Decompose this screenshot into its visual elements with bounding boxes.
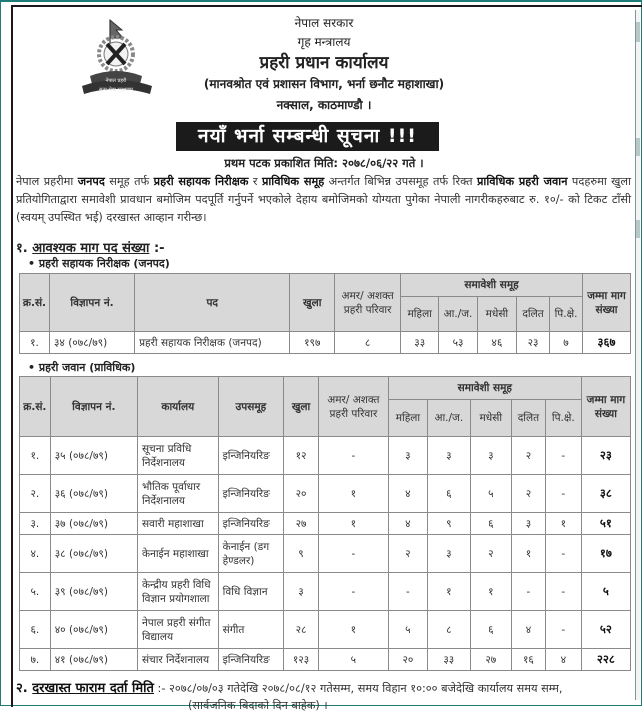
cell-open: २७	[284, 513, 319, 535]
cell-madhesi: ६	[470, 611, 511, 649]
cell-sn: २.	[20, 475, 51, 513]
cell-backward: -	[545, 535, 581, 573]
registration-date-text: :- २०७८/०७/०३ गतेदेखि २०७८/०८/१२ गतेसम्म, समय विहान १०:०० बजेदेखि कार्यालय समय सम्म,	[153, 682, 563, 695]
table2-subtitle: • प्रहरी जवान (प्राविधिक)	[28, 361, 136, 374]
col-header-backward: पि.क्षे.	[550, 297, 583, 332]
cell-adno: ३९ (०७८/७९)	[50, 573, 137, 611]
col-header-adno: विज्ञापन नं.	[49, 274, 134, 332]
cell-martyr: १	[318, 611, 388, 649]
table-row	[20, 573, 631, 611]
govt-name: नेपाल सरकार	[294, 16, 354, 30]
cell-dalit: १६	[512, 649, 546, 671]
cell-dalit: २	[512, 475, 546, 513]
section-title: आवश्यक माग पद संख्या	[32, 241, 150, 256]
cell-martyr: -	[318, 437, 388, 475]
intro-text: समूह तर्फ	[104, 175, 154, 188]
cell-women: ५	[388, 611, 427, 649]
col-header-total: जम्मा माग संख्या	[583, 274, 631, 332]
cell-subgroup: संगीत	[218, 611, 283, 649]
cell-women: ३	[388, 437, 427, 475]
col-header-martyr: अमर/ अशक्त प्रहरी परिवार	[318, 377, 388, 437]
cell-martyr: १	[318, 513, 388, 535]
table1-subtitle: • प्रहरी सहायक निरीक्षक (जनपद)	[28, 257, 170, 270]
cell-backward: ४	[545, 649, 581, 671]
cell-post: प्रहरी सहायक निरीक्षक (जनपद)	[135, 332, 290, 354]
cell-total: २२८	[581, 649, 630, 671]
cell-backward: -	[545, 573, 581, 611]
cell-office: संचार निर्देशनालय	[137, 649, 218, 671]
col-header-backward: पि.क्षे.	[545, 400, 581, 437]
table-row	[20, 611, 631, 649]
col-header-dalit: दलित	[512, 400, 546, 437]
cell-madhesi: ६	[470, 513, 511, 535]
svg-text:नेपाल प्रहरी: नेपाल प्रहरी	[105, 78, 127, 84]
scrollbar[interactable]	[635, 10, 640, 700]
cell-open: १९७	[290, 332, 335, 354]
cell-subgroup: इन्जिनियरिङ	[218, 513, 283, 535]
intro-bold: प्राविधिक समूह	[261, 175, 325, 188]
cell-subgroup: केनाईन (डग हेण्डलर)	[218, 535, 283, 573]
cell-women: ४	[388, 475, 427, 513]
cell-office: सूचना प्रविधि निर्देशनालय	[137, 437, 218, 475]
col-header-total: जम्मा माग संख्या	[581, 377, 630, 437]
col-header-open: खुला	[290, 274, 335, 332]
cell-adno: ४० (०७८/७९)	[50, 611, 137, 649]
table-row	[20, 332, 631, 354]
cell-sn: ५.	[20, 573, 51, 611]
cell-martyr: -	[318, 535, 388, 573]
cell-adno: ३७ (०७८/७९)	[50, 513, 137, 535]
cell-open: २०	[284, 475, 319, 513]
cell-backward: १	[545, 513, 581, 535]
notice-banner: नयाँ भर्ना सम्बन्धी सूचना !!!	[176, 122, 439, 151]
cell-total: ३६७	[583, 332, 631, 354]
cell-madhesi: २	[470, 535, 511, 573]
cell-open: २८	[284, 611, 319, 649]
table-row	[20, 513, 631, 535]
cell-backward: -	[545, 437, 581, 475]
intro-bold: जनपद	[77, 175, 105, 188]
col-header-madhesi: मधेसी	[477, 297, 516, 332]
section-title: दरखास्त फाराम दर्ता मिति	[32, 681, 154, 696]
cell-janajati: ९	[428, 513, 471, 535]
section-number: १.	[16, 241, 28, 256]
table-asi-janapad	[19, 273, 631, 354]
cell-janajati: १	[428, 573, 471, 611]
cell-martyr: -	[318, 573, 388, 611]
intro-text: नेपाल प्रहरीमा	[16, 175, 78, 188]
table-row	[20, 535, 631, 573]
cell-sn: १.	[20, 332, 50, 354]
cell-sn: १.	[20, 437, 51, 475]
cell-dalit: ३	[512, 513, 546, 535]
col-header-dalit: दलित	[517, 297, 550, 332]
col-header-inclusive: समावेशी समूह	[401, 274, 583, 297]
scroll-tab[interactable]	[636, 138, 640, 156]
cell-subgroup: इन्जिनियरिङ	[218, 475, 283, 513]
cell-adno: ३५ (०७८/७९)	[50, 437, 137, 475]
cell-dalit: -	[512, 573, 546, 611]
cell-madhesi: ४६	[477, 332, 516, 354]
cell-sn: ७.	[20, 649, 51, 671]
section-number: २.	[16, 681, 28, 696]
intro-paragraph	[16, 173, 631, 227]
intro-bold: प्रहरी सहायक निरीक्षक	[153, 175, 249, 188]
cell-janajati: ३	[428, 535, 471, 573]
cell-total: २३	[581, 437, 630, 475]
publish-date: प्रथम पटक प्रकाशित मिति: २०७८/०६/२२ गते ।	[224, 156, 424, 170]
col-header-open: खुला	[284, 377, 319, 437]
cell-open: ३	[284, 573, 319, 611]
cell-martyr: ८	[335, 332, 401, 354]
col-header-subgroup: उपसमूह	[218, 377, 283, 437]
cell-madhesi: ३	[470, 437, 511, 475]
cell-adno: ३६ (०७८/७९)	[50, 475, 137, 513]
cell-women: ३३	[401, 332, 439, 354]
cell-total: ५१	[581, 513, 630, 535]
table-row	[20, 475, 631, 513]
cell-open: ९	[284, 535, 319, 573]
cell-office: केनाईन महाशाखा	[137, 535, 218, 573]
section-suffix: :-	[149, 241, 165, 256]
cell-adno: ४१ (०७८/७९)	[50, 649, 137, 671]
col-header-office: कार्यालय	[137, 377, 218, 437]
cell-martyr: १	[318, 475, 388, 513]
cell-office: केन्द्रीय प्रहरी विधि विज्ञान प्रयोगशाला	[137, 573, 218, 611]
col-header-inclusive: समावेशी समूह	[388, 377, 581, 400]
cell-sn: ४.	[20, 535, 51, 573]
svg-text:सत्य सेवा सुरक्षणम्: सत्य सेवा सुरक्षणम्	[99, 87, 133, 93]
scroll-tab[interactable]	[636, 220, 640, 238]
cell-subgroup: इन्जिनियरिङ	[218, 437, 283, 475]
cell-office: सवारी महाशाखा	[137, 513, 218, 535]
cell-dalit: २३	[517, 332, 550, 354]
cell-open: १२	[284, 437, 319, 475]
intro-bold: प्राविधिक प्रहरी जवान	[477, 175, 568, 188]
cell-dalit: १	[512, 535, 546, 573]
cell-backward: -	[545, 475, 581, 513]
cell-office: नेपाल प्रहरी संगीत विद्यालय	[137, 611, 218, 649]
col-header-post: पद	[135, 274, 290, 332]
cell-dalit: ४	[512, 611, 546, 649]
table-technical-constable	[19, 376, 631, 671]
cell-office: भौतिक पूर्वाधार निर्देशनालय	[137, 475, 218, 513]
office-address: नक्साल, काठमाण्डौ ।	[276, 98, 372, 112]
cell-janajati: ३३	[428, 649, 471, 671]
cell-madhesi: १	[470, 573, 511, 611]
table-row	[20, 649, 631, 671]
cell-janajati: ८	[428, 611, 471, 649]
cell-total: ५	[581, 573, 630, 611]
table-row	[20, 437, 631, 475]
intro-text: अन्तर्गत बिभिन्न उपसमूह तर्फ रिक्त	[324, 175, 477, 188]
section-1-heading	[16, 238, 165, 256]
col-header-women: महिला	[401, 297, 439, 332]
section-2-heading	[16, 681, 154, 696]
cell-janajati: ५३	[439, 332, 477, 354]
col-header-sn: क्र.सं.	[20, 377, 51, 437]
intro-text: पदहरुमा खुला प्रतियोगिताद्वारा समावेशी प्रावधान बमोजिम पदपूर्ति गर्नुपर्ने भएकोले देहाय बमोजिमको योग्यता पुगेका नेपाली नागरीकहरुबाट रु. १०/- को टिकट टाँसी (स्वयम् उपस्थित भई) दरखास्त आव्हान गरीन्छ।	[16, 175, 632, 224]
cell-women: २०	[388, 649, 427, 671]
cell-martyr: ५	[318, 649, 388, 671]
cell-total: ३८	[581, 475, 630, 513]
cell-janajati: ६	[428, 475, 471, 513]
col-header-adno: विज्ञापन नं.	[50, 377, 137, 437]
cell-madhesi: ५	[470, 475, 511, 513]
cell-women: -	[388, 573, 427, 611]
cell-madhesi: २७	[470, 649, 511, 671]
cell-adno: ३४ (०७८/७९)	[49, 332, 134, 354]
col-header-janajati: आ./ज.	[428, 400, 471, 437]
cell-open: १२३	[284, 649, 319, 671]
cell-sn: ६.	[20, 611, 51, 649]
cell-dalit: २	[512, 437, 546, 475]
cell-women: २	[388, 535, 427, 573]
col-header-janajati: आ./ज.	[439, 297, 477, 332]
cell-adno: ३८ (०७८/७९)	[50, 535, 137, 573]
cell-janajati: ३	[428, 437, 471, 475]
section-2	[16, 678, 634, 713]
col-header-women: महिला	[388, 400, 427, 437]
ministry-name: गृह मन्त्रालय	[297, 35, 351, 49]
office-name: प्रहरी प्रधान कार्यालय	[259, 53, 389, 73]
cell-total: ५२	[581, 611, 630, 649]
col-header-martyr: अमर/ अशक्त प्रहरी परिवार	[335, 274, 401, 332]
scroll-tab[interactable]	[636, 22, 640, 42]
division-name: (मानवश्रोत एवं प्रशासन विभाग, भर्ना छनौट महाशाखा)	[203, 77, 445, 91]
cell-backward: ७	[550, 332, 583, 354]
cell-subgroup: विधि विज्ञान	[218, 573, 283, 611]
cell-backward: -	[545, 611, 581, 649]
cell-subgroup: इन्जिनियरिङ	[218, 649, 283, 671]
col-header-madhesi: मधेसी	[470, 400, 511, 437]
col-header-sn: क्र.सं.	[20, 274, 50, 332]
cell-total: १७	[581, 535, 630, 573]
registration-date-note: (सार्वजनिक बिदाको दिन बाहेक) ।	[188, 699, 328, 712]
cell-sn: ३.	[20, 513, 51, 535]
intro-text: र	[248, 175, 262, 188]
cell-women: ४	[388, 513, 427, 535]
